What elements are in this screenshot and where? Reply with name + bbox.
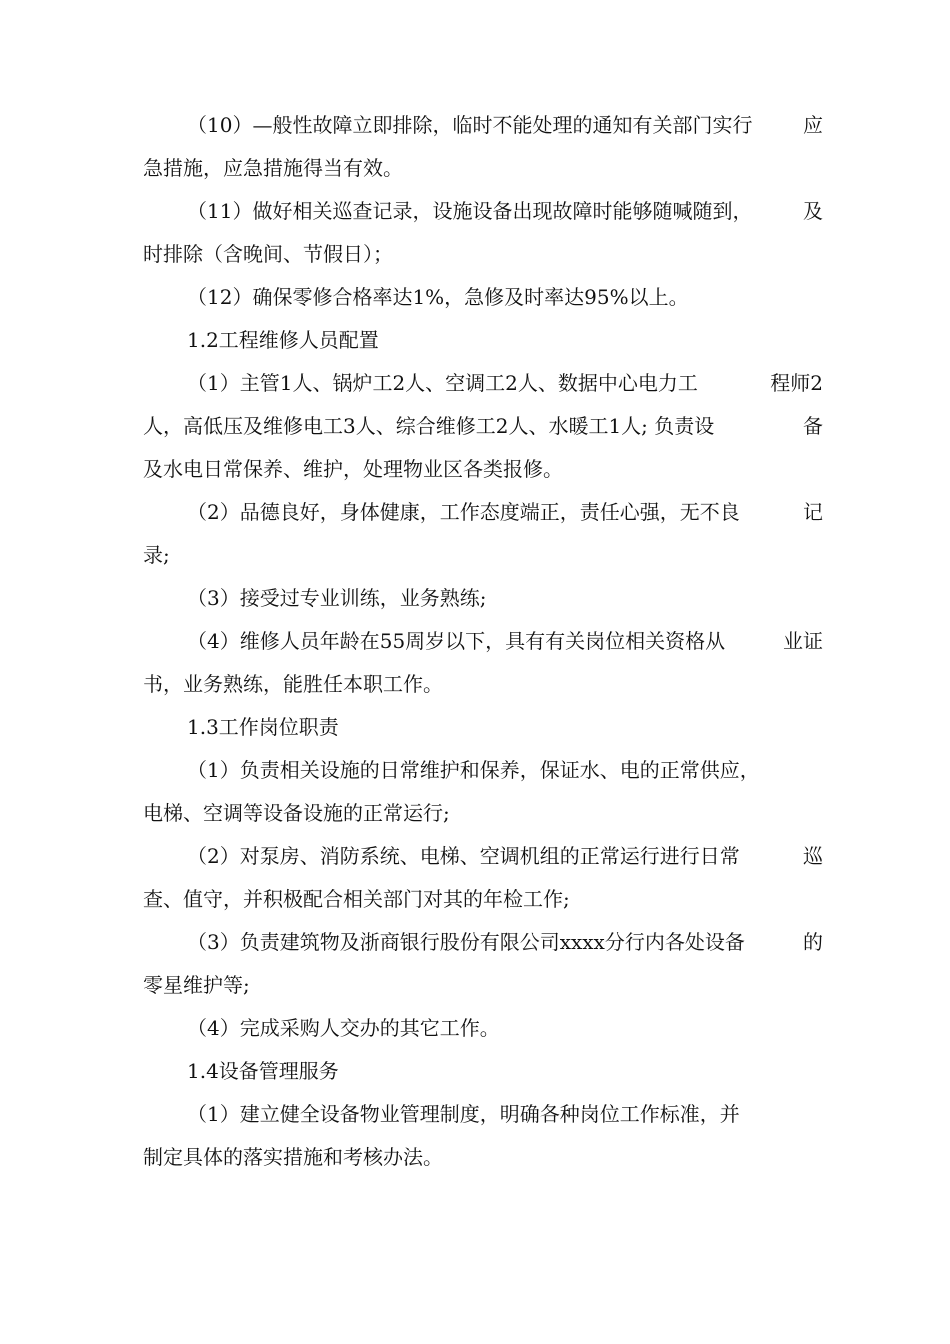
paragraph-line [143, 147, 823, 190]
text-run: （11）做好相关巡查记录，设施设备出现故障时能够随喊随到， [187, 199, 753, 223]
paragraph-line [143, 1136, 823, 1179]
text-run: 及水电日常保养、维护，处理物业区各类报修。 [143, 457, 563, 481]
text-run: 急措施，应急措施得当有效。 [143, 156, 403, 180]
text-run: 记 [803, 500, 823, 524]
text-run: 书，业务熟练，能胜任本职工作。 [143, 672, 443, 696]
paragraph-line [143, 448, 823, 491]
paragraph-line [143, 878, 823, 921]
text-run: （12）确保零修合格率达1%，急修及时率达95%以上。 [187, 285, 689, 309]
paragraph-line [143, 577, 823, 620]
text-run: （3）接受过专业训练，业务熟练; [187, 586, 487, 610]
paragraph-line [143, 620, 823, 663]
paragraph-line [143, 964, 823, 1007]
text-run: （2）对泵房、消防系统、电梯、空调机组的正常运行进行日常 [187, 844, 740, 868]
paragraph-line [143, 276, 823, 319]
section-heading [143, 319, 823, 362]
paragraph-line [143, 835, 823, 878]
text-run: 制定具体的落实措施和考核办法。 [143, 1145, 443, 1169]
text-run: （1）负责相关设施的日常维护和保养，保证水、电的正常供应， [187, 758, 760, 782]
text-run: 1.4设备管理服务 [187, 1059, 339, 1083]
paragraph-line [143, 362, 823, 405]
paragraph-line [143, 233, 823, 276]
paragraph-line [143, 1007, 823, 1050]
text-run: 应 [803, 113, 823, 137]
paragraph-line [143, 491, 823, 534]
text-run: （1）主管1人、锅炉工2人、空调工2人、数据中心电力工 [187, 371, 698, 395]
text-run: （4）完成采购人交办的其它工作。 [187, 1016, 500, 1040]
text-run: 的 [803, 930, 823, 954]
paragraph-line [143, 104, 823, 147]
text-run: 人，高低压及维修电工3人、综合维修工2人、水暖工1人; 负责设 [143, 414, 715, 438]
paragraph-line [143, 1093, 823, 1136]
text-run: 查、值守，并积极配合相关部门对其的年检工作; [143, 887, 570, 911]
text-run: 电梯、空调等设备设施的正常运行; [143, 801, 450, 825]
text-run: 时排除（含晚间、节假日）； [143, 242, 393, 266]
document-body [143, 104, 823, 1179]
text-run: （3）负责建筑物及浙商银行股份有限公司xxxx分行内各处设备 [187, 930, 745, 954]
paragraph-line [143, 405, 823, 448]
paragraph-line [143, 534, 823, 577]
paragraph-line [143, 921, 823, 964]
text-run: （10）—般性故障立即排除，临时不能处理的通知有关部门实行 [187, 113, 753, 137]
text-run: （1）建立健全设备物业管理制度，明确各种岗位工作标准，并 [187, 1102, 740, 1126]
text-run: 巡 [803, 844, 823, 868]
section-heading [143, 1050, 823, 1093]
section-heading [143, 706, 823, 749]
text-run: 业证 [783, 629, 823, 653]
text-run: 备 [803, 414, 823, 438]
text-run: （4）维修人员年龄在55周岁以下，具有有关岗位相关资格从 [187, 629, 726, 653]
paragraph-line [143, 190, 823, 233]
text-run: 1.3工作岗位职责 [187, 715, 339, 739]
paragraph-line [143, 749, 823, 792]
text-run: 零星维护等; [143, 973, 250, 997]
text-run: （2）品德良好，身体健康，工作态度端正，责任心强，无不良 [187, 500, 740, 524]
text-run: 程师2 [770, 371, 823, 395]
paragraph-line [143, 663, 823, 706]
paragraph-line [143, 792, 823, 835]
text-run: 录; [143, 543, 170, 567]
text-run: 及 [803, 199, 823, 223]
text-run: 1.2工程维修人员配置 [187, 328, 379, 352]
